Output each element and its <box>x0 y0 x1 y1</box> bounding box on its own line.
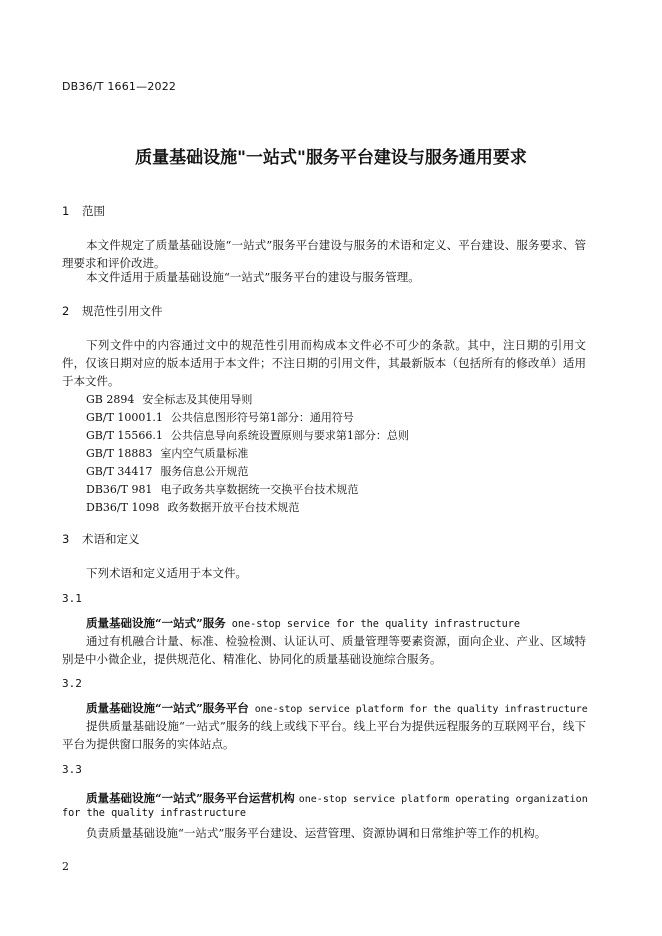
section-number: 1 <box>62 204 70 218</box>
reference-code: DB36/T 981 <box>86 483 153 496</box>
scope-paragraph-1: 本文件规定了质量基础设施“一站式”服务平台建设与服务的术语和定义、平台建设、服务要求、管理要求和评价改进。 <box>62 238 586 270</box>
section-title: 规范性引用文件 <box>82 304 163 318</box>
term-zh: 质量基础设施“一站式”服务平台运营机构 <box>86 791 295 805</box>
section-heading-scope <box>62 203 105 219</box>
term-number: 3.1 <box>62 592 82 605</box>
reference-item <box>86 499 299 515</box>
reference-title: 室内空气质量标准 <box>160 447 249 460</box>
reference-code: GB/T 15566.1 <box>86 429 163 442</box>
reference-title: 电子政务共享数据统一交换平台技术规范 <box>160 483 359 496</box>
reference-code: DB36/T 1098 <box>86 501 160 514</box>
section-title: 术语和定义 <box>82 532 140 546</box>
reference-title: 政务数据开放平台技术规范 <box>167 501 300 514</box>
section-heading-terms <box>62 531 140 547</box>
section-heading-normative <box>62 303 163 319</box>
terms-intro: 下列术语和定义适用于本文件。 <box>86 566 247 580</box>
term-definition: 提供质量基础设施“一站式”服务的线上或线下平台。线上平台为提供远程服务的互联网平台，线下平台为提供窗口服务的实体站点。 <box>62 719 586 751</box>
scope-paragraph-2: 本文件适用于质量基础设施“一站式”服务平台的建设与服务管理。 <box>86 270 420 284</box>
reference-item <box>86 463 248 479</box>
normative-intro: 下列文件中的内容通过文中的规范性引用而构成本文件必不可少的条款。其中，注日期的引用文件，仅该日期对应的版本适用于本文件；不注日期的引用文件，其最新版本（包括所有的修改单）适用于本文件。 <box>62 338 586 388</box>
doc-id-header: DB36/T 1661—2022 <box>62 80 177 93</box>
section-number: 3 <box>62 532 70 546</box>
term-zh: 质量基础设施“一站式”服务 <box>86 616 226 630</box>
page-number: 2 <box>62 860 69 873</box>
term-definition: 通过有机融合计量、标准、检验检测、认证认可、质量管理等要素资源，面向企业、产业、区域特别是中小微企业，提供规范化、精准化、协同化的质量基础设施综合服务。 <box>62 634 586 666</box>
reference-item <box>86 481 358 497</box>
reference-title: 公共信息图形符号第1部分：通用符号 <box>170 411 354 424</box>
term-en: one-stop service for the quality infrastructure <box>231 619 521 630</box>
term-zh: 质量基础设施“一站式”服务平台 <box>86 701 249 715</box>
term-definition: 负责质量基础设施“一站式”服务平台建设、运营管理、资源协调和日常维护等工作的机构。 <box>86 826 547 840</box>
section-title: 范围 <box>82 204 105 218</box>
term-heading <box>86 790 606 806</box>
page-title: 质量基础设施"一站式"服务平台建设与服务通用要求 <box>135 148 527 168</box>
reference-item <box>86 391 252 407</box>
term-heading <box>86 700 588 716</box>
term-en: one-stop service platform operating organization <box>298 794 588 805</box>
reference-code: GB/T 34417 <box>86 465 153 478</box>
reference-title: 公共信息导向系统设置原则与要求第1部分：总则 <box>170 429 409 442</box>
term-number: 3.2 <box>62 677 82 690</box>
reference-title: 安全标志及其使用导则 <box>142 393 253 406</box>
reference-code: GB 2894 <box>86 393 135 406</box>
reference-code: GB/T 10001.1 <box>86 411 163 424</box>
reference-code: GB/T 18883 <box>86 447 153 460</box>
term-number: 3.3 <box>62 763 82 776</box>
reference-item <box>86 409 354 425</box>
reference-title: 服务信息公开规范 <box>160 465 249 478</box>
reference-item <box>86 427 409 443</box>
term-en: one-stop service platform for the quality infrastructure <box>254 704 588 715</box>
section-number: 2 <box>62 304 70 318</box>
term-heading <box>86 615 520 631</box>
term-en-continued: for the quality infrastructure <box>62 808 247 819</box>
reference-item <box>86 445 248 461</box>
